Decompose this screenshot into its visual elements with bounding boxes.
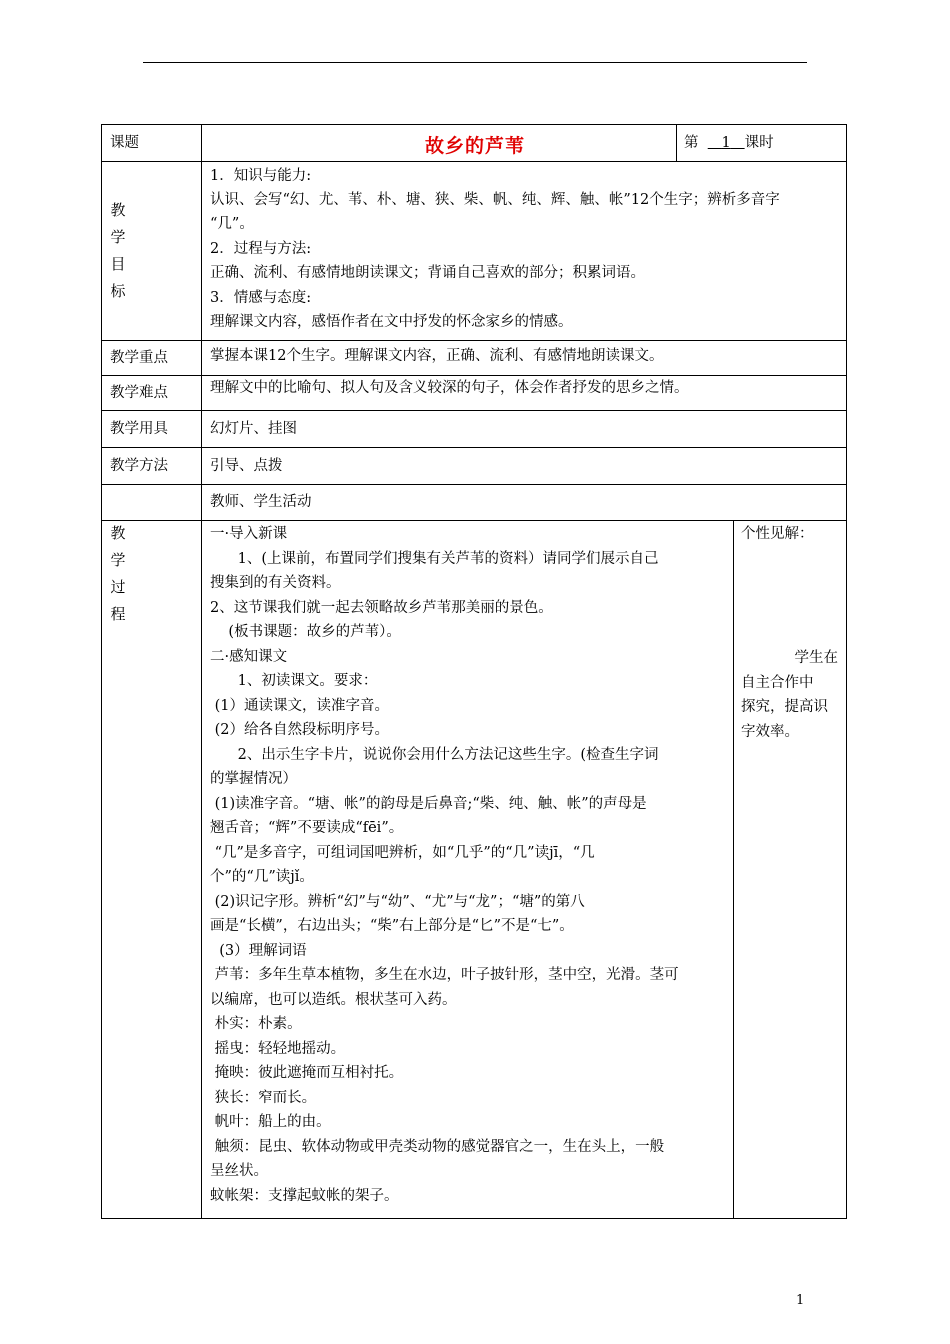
row-divider bbox=[101, 340, 847, 341]
process-line: 2、出示生字卡片，说说你会用什么方法记这些生字。(检查生字词 bbox=[210, 747, 659, 763]
goals-line: “几”。 bbox=[210, 216, 254, 232]
process-line: 1、(上课前，布置同学们搜集有关芦苇的资料）请同学们展示自己 bbox=[210, 551, 659, 567]
goals-line: 理解课文内容，感悟作者在文中抒发的怀念家乡的情感。 bbox=[210, 314, 573, 330]
process-line: “几”是多音字，可组词国吧辨析，如“几乎”的“几”读jī，“几 bbox=[210, 845, 595, 861]
note-line: 探究，提高识 bbox=[741, 699, 828, 715]
lesson-prefix: 第 bbox=[684, 135, 699, 151]
process-line: 搜集到的有关资料。 bbox=[210, 575, 341, 591]
note-title: 个性见解： bbox=[741, 526, 814, 542]
process-line: (2）给各自然段标明序号。 bbox=[210, 722, 389, 738]
row-divider bbox=[101, 520, 847, 521]
header-rule bbox=[143, 62, 807, 63]
row-divider bbox=[101, 161, 847, 162]
note-column-divider bbox=[733, 520, 734, 1219]
process-line: 个”的“几”读jǐ。 bbox=[210, 869, 314, 885]
goals-label: 教 学 目 标 bbox=[110, 201, 126, 300]
process-line: 二·感知课文 bbox=[210, 649, 288, 665]
process-line: 2、这节课我们就一起去领略故乡芦苇那美丽的景色。 bbox=[210, 600, 553, 616]
note-line: 学生在 bbox=[794, 650, 838, 666]
process-line: (2)识记字形。辨析“幻”与“幼”、“尤”与“龙”；“塘”的第八 bbox=[210, 894, 585, 910]
process-line: (1)读准字音。“塘、帐”的韵母是后鼻音;“柴、纯、触、帐”的声母是 bbox=[210, 796, 647, 812]
process-line: (1）通读课文，读准字音。 bbox=[210, 698, 389, 714]
lesson-number: 1 bbox=[721, 135, 731, 151]
process-label: 教 学 过 程 bbox=[110, 524, 126, 623]
methods-label: 教学方法 bbox=[110, 458, 168, 474]
process-line: (板书课题：故乡的芦苇）。 bbox=[210, 624, 401, 640]
process-line: 翘舌音；“辉”不要读成“fēi”。 bbox=[210, 820, 404, 836]
difficulties-content: 理解文中的比喻句、拟人句及含义较深的句子，体会作者抒发的思乡之情。 bbox=[210, 380, 689, 396]
goals-line: 1．知识与能力: bbox=[210, 168, 312, 184]
note-body bbox=[741, 646, 841, 744]
process-line: 掩映：彼此遮掩而互相衬托。 bbox=[210, 1065, 404, 1081]
tools-label: 教学用具 bbox=[110, 421, 168, 437]
topic-label: 课题 bbox=[110, 135, 139, 151]
key-points-label: 教学重点 bbox=[110, 350, 168, 366]
page-number: 1 bbox=[796, 1293, 805, 1308]
process-line: 以编席，也可以造纸。根状茎可入药。 bbox=[210, 992, 457, 1008]
difficulties-label: 教学难点 bbox=[110, 385, 168, 401]
row-divider bbox=[101, 447, 847, 448]
process-line: 的掌握情况） bbox=[210, 771, 297, 787]
process-line: 朴实：朴素。 bbox=[210, 1016, 302, 1032]
process-line: 呈丝状。 bbox=[210, 1163, 268, 1179]
process-line: 一·导入新课 bbox=[210, 526, 288, 542]
activities-header: 教师、学生活动 bbox=[210, 494, 312, 510]
process-line: 狭长：窄而长。 bbox=[210, 1090, 317, 1106]
process-line: 芦苇：多年生草本植物，多生在水边，叶子披针形，茎中空，光滑。茎可 bbox=[210, 967, 679, 983]
lesson-suffix: 课时 bbox=[744, 135, 774, 151]
goals-line: 3．情感与态度: bbox=[210, 290, 312, 306]
process-line: 1、初读课文。要求： bbox=[210, 673, 378, 689]
goals-line: 正确、流利、有感情地朗读课文；背诵自己喜欢的部分；积累词语。 bbox=[210, 265, 645, 281]
goals-line: 认识、会写“幻、尤、苇、朴、塘、狭、柴、帆、纯、辉、触、帐”12个生字；辨析多音字 bbox=[210, 192, 780, 208]
page-title: 故乡的芦苇 bbox=[424, 135, 525, 157]
process-line: 帆叶：船上的由。 bbox=[210, 1114, 331, 1130]
process-line: 画是“长横”，右边出头；“柴”右上部分是“匕”不是“七”。 bbox=[210, 918, 574, 934]
process-line: 蚊帐架：支撑起蚊帐的架子。 bbox=[210, 1188, 399, 1204]
process-line: (3）理解词语 bbox=[210, 943, 307, 959]
tools-content: 幻灯片、挂图 bbox=[210, 421, 297, 437]
methods-content: 引导、点拨 bbox=[210, 458, 283, 474]
process-line: 触须：昆虫、软体动物或甲壳类动物的感觉器官之一，生在头上，一般 bbox=[210, 1139, 665, 1155]
row-divider bbox=[101, 484, 847, 485]
label-column-divider bbox=[201, 124, 202, 1219]
note-line: 自主合作中 bbox=[741, 674, 814, 691]
note-line: 字效率。 bbox=[741, 723, 799, 740]
goals-line: 2．过程与方法: bbox=[210, 241, 312, 257]
key-points-content: 掌握本课12个生字。理解课文内容，正确、流利、有感情地朗读课文。 bbox=[210, 348, 664, 364]
lesson-count bbox=[684, 131, 774, 156]
process-line: 摇曳：轻轻地摇动。 bbox=[210, 1041, 346, 1057]
row-divider bbox=[101, 410, 847, 411]
